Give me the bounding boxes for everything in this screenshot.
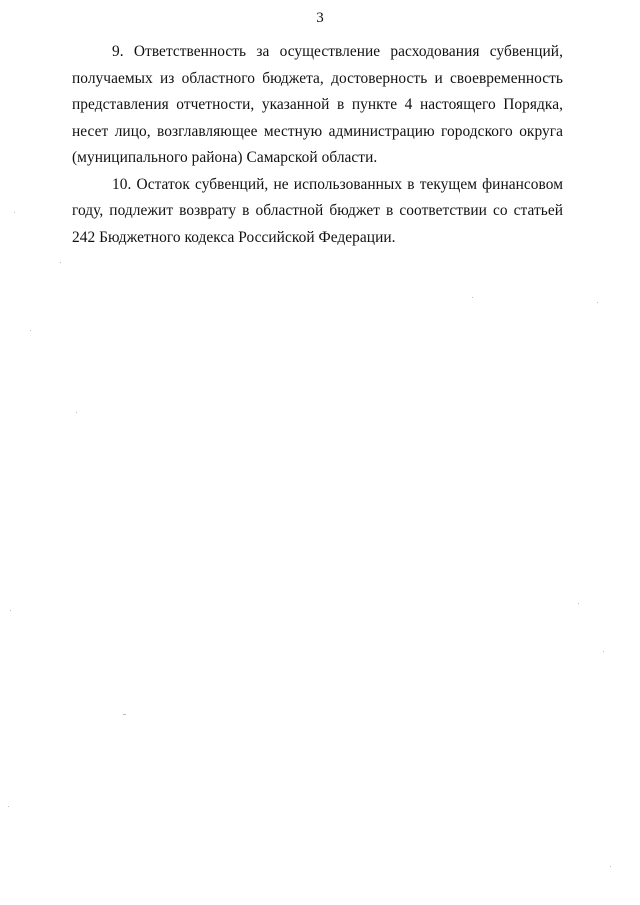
document-body [72, 39, 563, 251]
scan-speck [123, 714, 126, 715]
paragraph-9: 9. Ответственность за осуществление расходования субвенций, получаемых из областного бюджета, достоверность и своевременность представления отчетности, указанной в пункте 4 настоящего Порядка, несет лицо, возглавляющее местную администрацию городского округа (муниципального района) Самарской области. [72, 43, 563, 166]
scan-speck [60, 262, 61, 263]
paragraph-10: 10. Остаток субвенций, не использованных в текущем финансовом году, подлежит возврату в областной бюджет в соответствии со статьей 242 Бюджетного кодекса Российской Федерации. [72, 175, 563, 246]
scan-speck [30, 330, 31, 331]
scan-speck [610, 866, 611, 867]
scan-speck [8, 806, 9, 807]
page-number: 3 [316, 10, 324, 26]
scan-speck [10, 610, 11, 611]
scan-speck [578, 603, 579, 604]
scan-speck [597, 302, 598, 303]
scan-speck [76, 412, 77, 413]
scan-speck [472, 297, 473, 298]
scan-speck [14, 212, 15, 213]
scan-speck [603, 651, 604, 652]
